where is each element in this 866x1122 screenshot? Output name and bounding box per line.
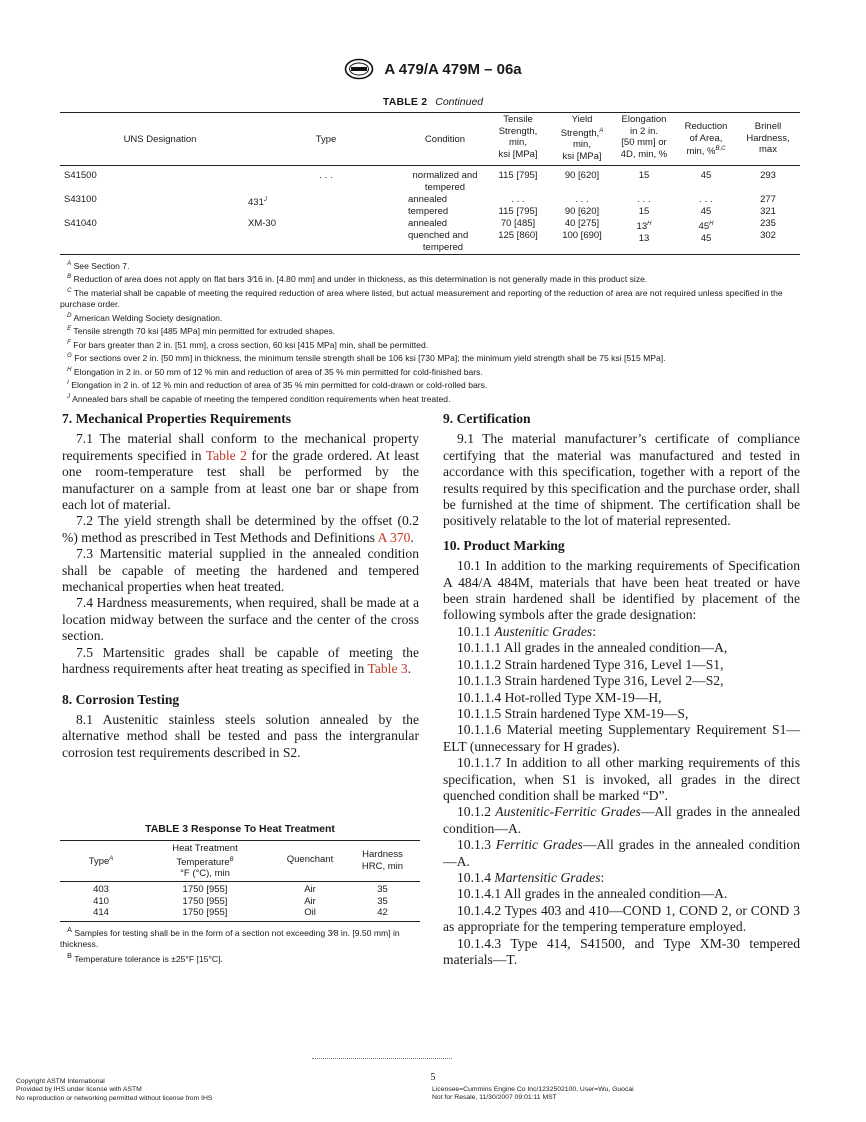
para-10-1-1-1: 10.1.1.1 All grades in the annealed condition—A, bbox=[457, 640, 728, 656]
footer-license bbox=[432, 1086, 634, 1103]
t2-col-tensile-l3: min, bbox=[509, 137, 527, 148]
para-8-1: 8.1 Austenitic stainless steels solution annealed by the alternative method shall be tested and pass the intergranular corrosion test requirements described in S2. bbox=[62, 711, 419, 760]
t2-row1-reduction: 45 bbox=[700, 170, 712, 181]
fn-mark: B bbox=[67, 274, 72, 281]
fn-text: For sections over 2 in. [50 mm] in thickness, the minimum tensile strength shall be 106 ksi [730 MPa]; the minimum yield strength shall be 75 ksi [515 MPa]. bbox=[74, 353, 666, 364]
t2-col-elong-l2: in 2 in. bbox=[630, 125, 658, 137]
para-10-1-1-4: 10.1.1.4 Hot-rolled Type XM-19—H, bbox=[457, 689, 662, 705]
right-column bbox=[443, 411, 800, 968]
t2-row3-yield-l2: 100 [690] bbox=[562, 230, 602, 241]
t2-row3-red-l1-text: 45 bbox=[698, 221, 710, 233]
para-italic: Ferritic Grades bbox=[495, 837, 583, 853]
fn-text: See Section 7. bbox=[73, 260, 130, 271]
para-7-1-text-end: for the grade ordered. At least one room-temperature test shall be performed by the manufacturer on a sample from at least one bar or shape from each lot of material. bbox=[62, 447, 419, 513]
t2-row2-tensile-l2: 115 [795] bbox=[498, 206, 538, 217]
t2-row1-cond-l2: tempered bbox=[424, 182, 466, 193]
t2-row1-yield: 90 [620] bbox=[564, 170, 600, 181]
para-end: : bbox=[600, 869, 605, 885]
t3-quenchants bbox=[275, 884, 345, 919]
t2-row3-red-l2: 45 bbox=[700, 233, 712, 245]
para-7-1 bbox=[62, 431, 419, 513]
t2-row3-tensile-l2: 125 [860] bbox=[498, 230, 538, 241]
fn-text: Reduction of area does not apply on flat bars 3⁄16 in. [4.80 mm] and under in thickness, as this determination is not generally made in this product size. bbox=[73, 274, 648, 285]
t2-row2-elong-l2: 15 bbox=[638, 206, 650, 217]
t2-row2-cond-l1: annealed bbox=[408, 194, 448, 205]
t2-row3-elong-l1 bbox=[614, 218, 674, 233]
t2-row3-yield bbox=[552, 218, 612, 242]
para-10-1-1-3: 10.1.1.3 Strain hardened Type 316, Level 2—S2, bbox=[457, 673, 724, 689]
fn-mark: D bbox=[67, 312, 72, 319]
fn-mark: J bbox=[67, 393, 71, 400]
para-rest: —All grades in the annealed condition—A. bbox=[443, 804, 800, 836]
t2-footnote-j bbox=[60, 392, 805, 405]
footer-left-line2: Provided by IHS under license with ASTM bbox=[16, 1086, 142, 1094]
footer-right-line2: Not for Resale, 11/30/2007 09:01:11 MST bbox=[432, 1094, 557, 1102]
t2-row3-elong-l1-text: 13 bbox=[636, 221, 648, 233]
para-9-1: 9.1 The material manufacturer’s certificate of compliance certifying that the material was manufactured and tested in accordance with this specification, together with a report of the results required by this specification and the purchase order, shall be furnished at the time of shipment. The certification shall be positively relatable to the lot of material represented. bbox=[443, 431, 800, 529]
t2-col-elongation bbox=[614, 114, 674, 160]
table3-caption: TABLE 3 Response To Heat Treatment bbox=[145, 823, 335, 835]
para-10-1-1 bbox=[443, 624, 800, 640]
t2-row2-type-footnote: J bbox=[263, 197, 267, 203]
t3-col-heat-l1: Heat Treatment bbox=[172, 843, 238, 854]
t2-row3-reduction bbox=[678, 218, 734, 245]
fn-text: Elongation in 2 in. or 50 mm of 12 % min and reduction of area of 35 % min permitted for cold-finished bars. bbox=[73, 366, 483, 377]
fn-mark: A bbox=[67, 261, 72, 267]
fn-text: Elongation in 2 in. of 12 % min and reduction of area of 35 % min permitted for cold-drawn or cold-rolled bars. bbox=[71, 380, 488, 391]
document-header bbox=[0, 58, 866, 80]
fn-mark: I bbox=[67, 380, 69, 387]
t2-row3-red-footnote: H bbox=[709, 221, 714, 227]
t3-footnote-a bbox=[60, 925, 425, 951]
para-italic: Martensitic Grades bbox=[494, 869, 601, 885]
para-italic: Austenitic-Ferritic Grades bbox=[495, 804, 641, 820]
fn-text: Temperature tolerance is ±25°F [15°C]. bbox=[74, 953, 223, 964]
fn-text: For bars greater than 2 in. [51 mm], a cross section, 60 ksi [415 MPa] min, shall be permitted. bbox=[73, 339, 429, 350]
t2-col-reduction bbox=[678, 121, 734, 158]
fn-mark: A bbox=[67, 926, 72, 934]
t2-footnote-i bbox=[60, 378, 805, 391]
t2-row2-type-text: 431 bbox=[248, 197, 264, 209]
footer-left-line1: Copyright ASTM International bbox=[16, 1078, 105, 1085]
t2-row3-tensile-l1: 70 [485] bbox=[500, 218, 536, 229]
t2-row2-cond-l2: tempered bbox=[408, 206, 449, 217]
t2-row2-brinell-l1: 277 bbox=[760, 194, 776, 205]
para-7-5-text-end: . bbox=[407, 661, 412, 677]
left-column bbox=[62, 411, 419, 761]
t2-row2-yield-l2: 90 [620] bbox=[564, 206, 600, 217]
para-7-3: 7.3 Martensitic material supplied in the annealed condition shall be capable of meeting the hardened and tempered mechanical properties when heat treated. bbox=[62, 546, 419, 595]
para-end: : bbox=[592, 623, 596, 639]
t3-row2-temp: 1750 [955] bbox=[182, 895, 228, 907]
t3-row1-type: 403 bbox=[93, 884, 109, 895]
t2-row2-elong-l1: . . . bbox=[637, 194, 651, 205]
t3-col-heat-l3: °F (°C), min bbox=[180, 868, 230, 880]
fn-mark: B bbox=[67, 952, 72, 961]
t2-col-yield-l2-text: Strength, bbox=[560, 127, 600, 139]
table3-header-rule bbox=[60, 881, 420, 882]
t3-col-hardness bbox=[350, 849, 415, 872]
t2-col-yield-l3: min, bbox=[573, 139, 591, 151]
t2-reduction-footnote-mark: B,C bbox=[715, 146, 726, 152]
t3-row3-type: 414 bbox=[93, 907, 109, 918]
t3-col-heat bbox=[150, 843, 260, 880]
para-10-1-1-7: 10.1.1.7 In addition to all other marking requirements of this specification, when S1 is invoked, all grades in the direct quenched condition shall be marked “D”. bbox=[443, 755, 800, 803]
t2-col-tensile bbox=[490, 114, 546, 160]
t2-col-yield-l4: ksi [MPa] bbox=[562, 150, 602, 162]
t2-col-brinell-l1: Brinell bbox=[754, 121, 782, 132]
t2-col-tensile-l2: Strength, bbox=[498, 125, 538, 137]
t2-row2-yield bbox=[552, 194, 612, 218]
para-rest: —All grades in the annealed condition—A. bbox=[443, 837, 800, 869]
t2-row1-brinell: 293 bbox=[760, 170, 776, 181]
t2-col-brinell-l3: max bbox=[759, 144, 777, 155]
a370-link[interactable]: A 370 bbox=[377, 529, 411, 545]
section9-heading: 9. Certification bbox=[443, 411, 531, 426]
para-7-2-text-end: . bbox=[410, 529, 414, 545]
t2-row1-cond-l1: normalized and bbox=[412, 170, 478, 181]
para-num: 10.1.4 bbox=[457, 869, 495, 885]
t2-footnote-b bbox=[60, 272, 805, 285]
t2-row2-brinell bbox=[740, 194, 796, 218]
t2-row1-uns: S41500 bbox=[64, 170, 97, 181]
t2-row3-brinell-l2: 302 bbox=[760, 230, 776, 241]
t2-yield-footnote-mark: A bbox=[599, 127, 604, 134]
fn-text: Tensile strength 70 ksi [485 MPa] min permitted for extruded shapes. bbox=[73, 326, 336, 337]
t2-footnote-g bbox=[60, 351, 805, 364]
section10-heading: 10. Product Marking bbox=[443, 537, 565, 553]
t2-col-tensile-l4: ksi [MPa] bbox=[498, 148, 538, 160]
t2-row2-condition bbox=[408, 194, 488, 218]
t2-row1-condition bbox=[405, 170, 485, 194]
para-10-1-2 bbox=[443, 804, 800, 837]
table3-bottom-rule bbox=[60, 921, 420, 922]
t2-col-brinell bbox=[740, 121, 796, 156]
para-10-1-1-2: 10.1.1.2 Strain hardened Type 316, Level 1—S1, bbox=[457, 656, 724, 672]
t3-row2-type: 410 bbox=[93, 895, 109, 907]
t3-row1-temp: 1750 [955] bbox=[182, 884, 228, 895]
t2-col-uns: UNS Designation bbox=[123, 134, 197, 145]
t3-col-heat-l2-text: Temperature bbox=[176, 856, 230, 868]
t2-col-elong-l4: 4D, min, % bbox=[620, 148, 668, 160]
t2-row3-brinell-l1: 235 bbox=[760, 218, 776, 229]
para-7-1-text: 7.1 The material shall conform to the mechanical property requirements specified in bbox=[62, 431, 419, 463]
t3-col-quenchant: Quenchant bbox=[286, 854, 334, 865]
footer-right-line1: Licensee=Cummins Engine Co Inc/1232502100, User=Wu, Guocai bbox=[432, 1086, 634, 1093]
t2-row3-red-l1 bbox=[678, 218, 734, 233]
t2-row3-elong-footnote: H bbox=[647, 221, 652, 227]
t2-row3-elong bbox=[614, 218, 674, 245]
para-10-1-1-6: 10.1.1.6 Material meeting Supplementary Requirement S1—ELT (unnecessary for H grades). bbox=[443, 722, 800, 754]
t2-row2-red-l1: . . . bbox=[699, 194, 713, 205]
t2-row3-cond-l3: tempered bbox=[422, 242, 464, 253]
t3-row3-hrc: 42 bbox=[377, 907, 388, 918]
table2-top-rule bbox=[60, 112, 800, 113]
t2-col-brinell-l2: Hardness, bbox=[746, 132, 790, 144]
t2-row1-tensile: 115 [795] bbox=[498, 170, 538, 181]
para-7-5 bbox=[62, 645, 419, 678]
para-10-1-4-2: 10.1.4.2 Types 403 and 410—COND 1, COND 2, or COND 3 as appropriate for the tempering temperature employed. bbox=[443, 902, 800, 935]
t2-col-elong-l3: [50 mm] or bbox=[621, 137, 667, 148]
fn-text: Annealed bars shall be capable of meeting the tempered condition requirements when heat treated. bbox=[72, 393, 451, 404]
fn-mark: C bbox=[67, 287, 72, 294]
t3-footnote-b bbox=[60, 951, 425, 965]
t3-col-heat-l2 bbox=[150, 855, 260, 869]
t3-temps bbox=[150, 884, 260, 919]
t2-row3-yield-l1: 40 [275] bbox=[564, 218, 600, 229]
t2-footnote-a bbox=[60, 259, 805, 272]
t2-footnote-h bbox=[60, 365, 805, 378]
table2-link[interactable]: Table 2 bbox=[205, 447, 247, 463]
t3-row1-hrc: 35 bbox=[377, 884, 388, 895]
t2-row3-type: XM-30 bbox=[248, 218, 276, 229]
t3-row2-hrc: 35 bbox=[377, 895, 388, 907]
para-num: 10.1.3 bbox=[457, 837, 496, 853]
para-10-1: 10.1 In addition to the marking requirements of Specification A 484/A 484M, materials that have been heat treated or have been strain hardened shall be identified by placement of the following symbols after the grade designation: bbox=[443, 558, 800, 623]
section8-heading: 8. Corrosion Testing bbox=[62, 691, 180, 707]
t2-footnote-d bbox=[60, 311, 805, 324]
para-7-2-text: 7.2 The yield strength shall be determined by the offset (0.2 %) method as prescribed in Test Methods and Definitions bbox=[62, 513, 419, 545]
t2-row3-uns: S41040 bbox=[64, 218, 97, 229]
fn-mark: E bbox=[67, 326, 72, 333]
t3-row3-quench: Oil bbox=[304, 907, 316, 918]
t2-footnote-f bbox=[60, 338, 805, 351]
fn-mark: H bbox=[67, 366, 72, 373]
para-10-1-1-5: 10.1.1.5 Strain hardened Type XM-19—S, bbox=[457, 705, 689, 721]
table2-caption bbox=[0, 96, 866, 108]
t2-row2-reduction bbox=[678, 194, 734, 218]
t2-col-red-l1: Reduction bbox=[684, 121, 728, 132]
table3-footnotes bbox=[60, 925, 425, 966]
fn-text: The material shall be capable of meeting the required reduction of area where listed, but actual measurement and reporting of the reduction of area are not required unless specified in the purchase order. bbox=[60, 287, 783, 310]
t2-row3-cond-l2: quenched and bbox=[408, 230, 469, 241]
t2-col-red-l3-text: min, % bbox=[686, 146, 716, 158]
t3-heat-footnote: B bbox=[229, 856, 234, 863]
t2-footnote-e bbox=[60, 324, 805, 337]
t3-row3-temp: 1750 [955] bbox=[182, 907, 228, 918]
t2-row2-tensile-l1: . . . bbox=[511, 194, 525, 205]
astm-logo-icon bbox=[344, 58, 374, 80]
t2-row3-cond-l1: annealed bbox=[408, 218, 448, 229]
footer-dotted-rule bbox=[312, 1058, 452, 1059]
t2-col-yield-l2 bbox=[552, 126, 612, 140]
t2-row2-yield-l1: . . . bbox=[575, 194, 589, 205]
t2-row1-elong: 15 bbox=[638, 170, 650, 181]
t2-row2-tensile bbox=[490, 194, 546, 218]
para-10-1-4 bbox=[443, 870, 800, 886]
table2-header-rule bbox=[60, 165, 800, 166]
t2-footnote-c bbox=[60, 286, 805, 311]
t2-row3-brinell bbox=[740, 218, 796, 242]
t2-row2-uns: S43100 bbox=[64, 194, 97, 205]
t3-row1-quench: Air bbox=[304, 884, 316, 895]
para-num: 10.1.1 bbox=[457, 623, 495, 639]
t2-col-tensile-l1: Tensile bbox=[503, 114, 533, 125]
para-10-1-4-1: 10.1.4.1 All grades in the annealed condition—A. bbox=[457, 886, 728, 902]
t2-row2-elong bbox=[614, 194, 674, 218]
table2-label: TABLE 2 bbox=[382, 96, 428, 108]
table2-continued: Continued bbox=[435, 96, 484, 108]
fn-text: Samples for testing shall be in the form of a section not exceeding 3⁄8 in. [9.50 mm] in thickness. bbox=[60, 927, 400, 950]
t2-col-yield-l1: Yield bbox=[571, 114, 593, 125]
t2-col-yield bbox=[552, 114, 612, 162]
standard-designation: A 479/A 479M – 06a bbox=[384, 60, 522, 78]
t3-types bbox=[76, 884, 126, 919]
table2-bottom-rule bbox=[60, 254, 800, 255]
para-10-1-3 bbox=[443, 837, 800, 870]
footer-left-line3: No reproduction or networking permitted without license from IHS bbox=[16, 1094, 213, 1102]
para-7-5-text: 7.5 Martensitic grades shall be capable of meeting the hardness requirements after heat treating as specified in bbox=[62, 644, 419, 677]
t2-row3-elong-l2: 13 bbox=[638, 233, 650, 245]
t3-hardness-values bbox=[350, 884, 415, 919]
t2-row2-type bbox=[248, 194, 267, 209]
t3-col-type bbox=[76, 854, 126, 868]
page-number: 5 bbox=[430, 1072, 436, 1083]
t2-row3-tensile bbox=[490, 218, 546, 242]
t2-col-red-l2: of Area, bbox=[689, 132, 723, 144]
table2-footnotes bbox=[60, 259, 805, 405]
table3-link[interactable]: Table 3 bbox=[367, 661, 408, 677]
footer-copyright bbox=[16, 1078, 212, 1103]
para-num: 10.1.2 bbox=[457, 804, 496, 820]
t2-col-red-l3 bbox=[678, 144, 734, 158]
t2-col-elong-l1: Elongation bbox=[621, 114, 667, 125]
t3-type-footnote: A bbox=[109, 856, 114, 862]
t3-col-hard-l1: Hardness bbox=[362, 849, 403, 860]
t3-row2-quench: Air bbox=[304, 895, 316, 907]
para-7-4: 7.4 Hardness measurements, when required, shall be made at a location midway between the surface and the center of the cross section. bbox=[62, 595, 419, 644]
fn-mark: F bbox=[67, 339, 71, 346]
t2-row1-type: . . . bbox=[319, 170, 333, 181]
para-italic: Austenitic Grades bbox=[494, 623, 593, 639]
t2-row2-red-l2: 45 bbox=[700, 206, 712, 217]
fn-text: American Welding Society designation. bbox=[73, 312, 223, 323]
para-7-2 bbox=[62, 513, 419, 546]
fn-mark: G bbox=[67, 353, 72, 360]
section7-heading: 7. Mechanical Properties Requirements bbox=[62, 411, 292, 426]
t2-col-type: Type bbox=[315, 134, 337, 145]
t2-row2-brinell-l2: 321 bbox=[760, 206, 776, 217]
t2-row3-condition bbox=[408, 218, 488, 254]
para-10-1-4-3: 10.1.4.3 Type 414, S41500, and Type XM-30 tempered materials—T. bbox=[443, 935, 800, 967]
t3-col-type-text: Type bbox=[88, 856, 110, 868]
t3-col-hard-l2: HRC, min bbox=[361, 860, 404, 872]
table3-top-rule bbox=[60, 840, 420, 841]
t2-col-condition: Condition bbox=[424, 134, 466, 145]
